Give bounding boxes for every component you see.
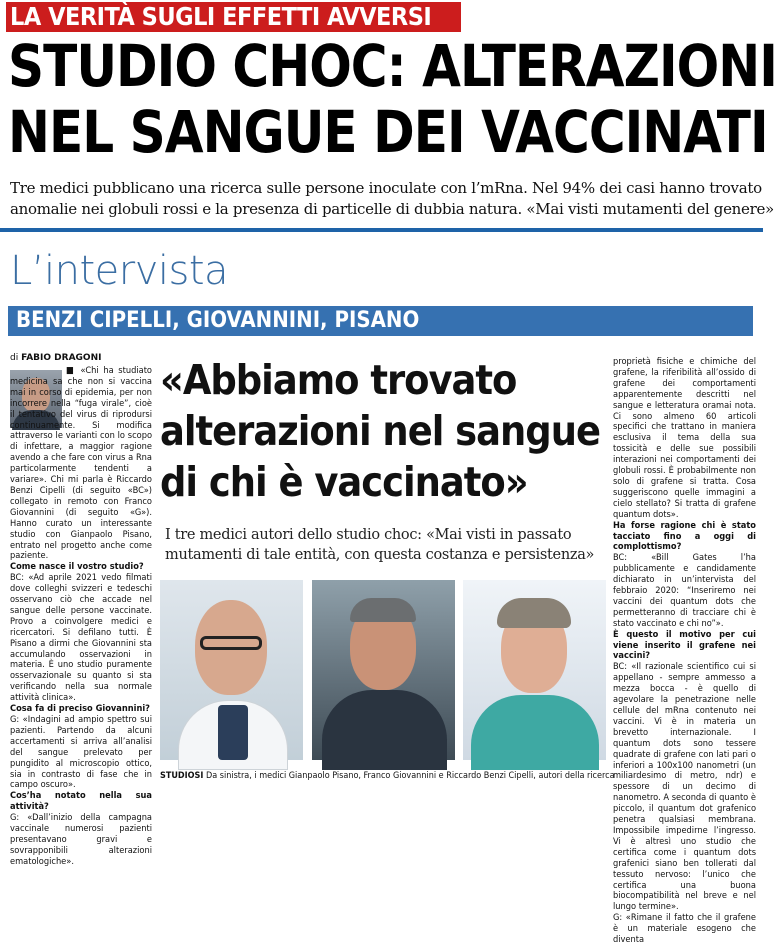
quote-line-1: «Abbiamo trovato (160, 356, 517, 404)
quote-line-2: alterazioni nel sangue (160, 407, 600, 455)
caption-text: Da sinistra, i medici Gianpaolo Pisano, Franco Giovannini e Riccardo Benzi Cipelli, autori della ricerca (205, 771, 615, 781)
subheadline-line-2: anomalie nei globuli rossi e la presenza di particelle di dubbia natura. «Mai visti mutamenti del genere» (10, 200, 774, 218)
subheadline-line-1: Tre medici pubblicano una ricerca sulle persone inoculate con l’mRna. Nel 94% dei casi hanno trovato (10, 179, 762, 197)
section-title: L’intervista (10, 248, 229, 294)
byline (10, 353, 101, 363)
photo-franco-giovannini (312, 580, 455, 760)
photo-caption (160, 770, 615, 782)
names-bar-text: BENZI CIPELLI, GIOVANNINI, PISANO (16, 308, 420, 333)
section-divider (0, 228, 763, 232)
left-question-3: Cos’ha notato nella sua attività? (10, 790, 152, 813)
names-bar (8, 306, 753, 336)
byline-prefix: di (10, 353, 19, 363)
left-intro-paragraph: ■ «Chi ha studiato medicina sa che non si vaccina mai in corso di epidemia, per non incorrere nella “fuga virale”, cioè il tentativo del virus di riprodursi continuamente. Si modifica attraverso le varianti con lo scopo di infettare, a maggior ragione avendo a che fare con virus a Rna particolarmente tendenti a variare». Chi mi parla è Riccardo Benzi Cipelli (di seguito «BC») collegato in remoto con Franco Giovannini (di seguito «G»). Hanno curato un interessante studio con Gianpaolo Pisano, entrato nel progetto anche come paziente. (10, 365, 152, 562)
quote-line-3: di chi è vaccinato» (160, 458, 528, 506)
left-answer-2: G: «Indagini ad ampio spettro sui pazienti. Partendo da alcuni accertamenti si arriva all’analisi del sangue prelevato per pungidito al microscopio ottico, sia in contrasto di fase che in campo oscuro». (10, 714, 152, 791)
glasses-icon (200, 636, 262, 650)
kicker-banner: LA VERITÀ SUGLI EFFETTI AVVERSI (6, 2, 461, 32)
interview-subtitle (165, 525, 605, 565)
interview-quote-title (160, 355, 600, 508)
left-answer-1: BC: «Ad aprile 2021 vedo filmati dove colleghi svizzeri e tedeschi osservano ciò che accade nel sangue delle persone vaccinate. Provo a coinvolgere medici e ricercatori. Si defilano tutti. È Pisano a dirmi che Giovannini sta accumulando osservazioni in materia. È uno studio puramente osservazionale su quanto si sta verificando nella sua normale attività clinica». (10, 572, 152, 704)
left-question-1: Come nasce il vostro studio? (10, 561, 144, 573)
headline-line-2: NEL SANGUE DEI VACCINATI (8, 98, 768, 166)
right-column (613, 357, 756, 946)
right-paragraph-1: proprietà fisiche e chimiche del grafene, la riferibilità all’ossido di grafene dei comportamenti apparentemente descritti nel sangue e letteratura oramai nota. Ci sono almeno 60 articoli specifici che trattano in maniera esclusiva il tema della sua tossicità e delle sue possibili interazioni nei comportamenti dei globuli rossi. È probabilmente non solo di grafene si tratta. Cosa suggeriscono quelle immagini a cielo stellato? Si tratta di grafene quantum dots». (613, 356, 756, 520)
subheadline (10, 178, 774, 220)
doctor-tie (218, 705, 248, 760)
left-question-2: Cosa fa di preciso Giovannini? (10, 703, 150, 715)
byline-author: FABIO DRAGONI (21, 353, 102, 363)
right-answer-1: BC: «Bill Gates l’ha pubblicamente e candidamente dichiarato in un’intervista del febbraio 2020: “Inseriremo nei vaccini dei quantum dots che permetteranno di tracciare chi è stato vaccinato e chi no”». (613, 552, 756, 629)
right-answer-3: G: «Rimane il fatto che il grafene è un materiale esogeno che diventa (613, 912, 756, 946)
headline (8, 32, 777, 166)
right-answer-2: BC: «Il razionale scientifico cui si appellano - sempre ammesso a mezza bocca - è quello di agevolare la penetrazione nelle cellule del mRna contenuto nei vaccini. Vi è in materia un brevetto internazionale. I quantum dots sono tessere quadrate di grafene con lati pari o inferiori a 100x100 nanometri (un miliardesimo di metro, ndr) e spessore di un decimo di nanometro. A seconda di quanto è piccolo, il quantum dot grafenico penetra qualsiasi membrana. Impossibile impedirne l’ingresso. Vi è altresì uno studio che certifica come i quantum dots grafenici siano ben tollerati dal tessuto nervoso: l’unico che certifica una buona biocompatibilità nel breve e nel lungo termine». (613, 661, 756, 913)
headline-line-1: STUDIO CHOC: ALTERAZIONI (8, 32, 777, 100)
subtitle-line-1: I tre medici autori dello studio choc: «Mai visti in passato (165, 527, 572, 543)
doctor-hair (350, 598, 416, 622)
doctor-scrubs (471, 695, 599, 770)
subtitle-line-2: mutamenti di tale entità, con questa costanza e persistenza» (165, 547, 595, 563)
doctor-hair (497, 598, 571, 628)
right-question-2: È questo il motivo per cui viene inserito il grafene nei vaccini? (613, 628, 756, 662)
right-question-1: Ha forse ragione chi è stato tacciato fino a oggi di complottismo? (613, 519, 756, 553)
photo-gianpaolo-pisano (160, 580, 303, 760)
doctor-shirt (322, 690, 447, 770)
photo-riccardo-benzi-cipelli (463, 580, 606, 760)
left-column (10, 366, 152, 868)
left-answer-3: G: «Dall’inizio della campagna vaccinale numerosi pazienti presentavano gravi e sovrapponibili alterazioni ematologiche». (10, 812, 152, 867)
caption-label: STUDIOSI (160, 771, 204, 781)
